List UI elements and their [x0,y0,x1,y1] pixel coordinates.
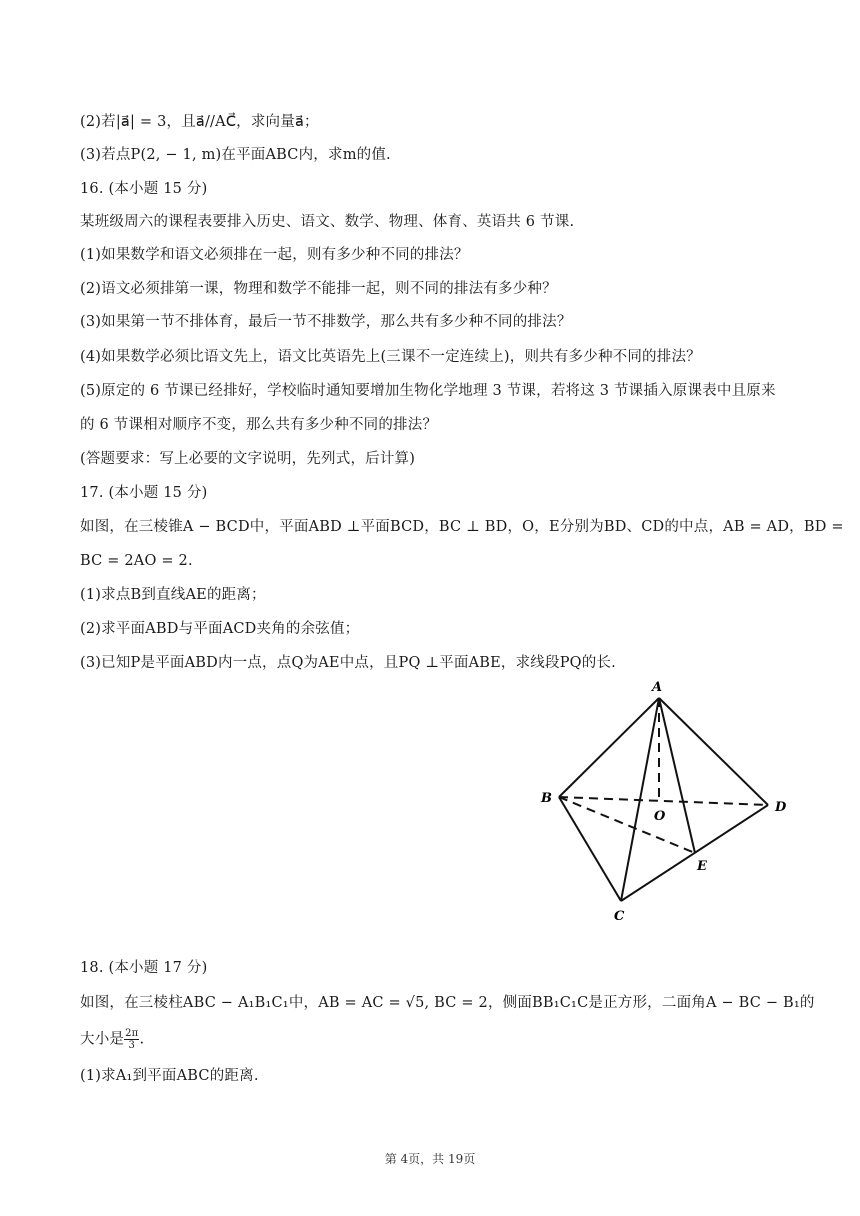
question-18-stem-cont [80,1028,144,1051]
fraction-two-pi-over-three [124,1028,139,1051]
question-16-part-4: (4)如果数学必须比语文先上，语文比英语先上(三课不一定连续上)，则共有多少种不同的排法？ [80,349,701,365]
edge-bc [559,797,621,901]
label-b: B [541,791,552,806]
tetrahedron-figure [530,676,800,926]
label-c: C [614,909,625,924]
fraction-denominator: 3 [128,1040,136,1051]
text-line-q15-2: (2)若|a⃗| = 3，且a⃗//AC⃗，求向量a⃗； [80,114,319,130]
question-16-stem: 某班级周六的课程表要排入历史、语文、数学、物理、体育、英语共 6 节课. [80,214,575,230]
edge-bd-dashed [559,797,768,805]
label-o: O [654,809,666,824]
edge-ae [659,698,695,853]
label-e: E [697,859,707,874]
edge-cd [621,805,768,901]
question-16-part-3: (3)如果第一节不排体育，最后一节不排数学，那么共有多少种不同的排法？ [80,314,572,330]
question-16-header: 16. (本小题 15 分) [80,181,208,197]
text-line-q15-3: (3)若点P(2, − 1, m)在平面ABC内，求m的值. [80,147,391,163]
question-16-requirement: (答题要求：写上必要的文字说明，先列式，后计算) [80,451,416,467]
question-16-part-2: (2)语文必须排第一课，物理和数学不能排一起，则不同的排法有多少种？ [80,281,557,297]
label-a: A [652,680,663,695]
question-17-part-2: (2)求平面ABD与平面ACD夹角的余弦值； [80,621,360,637]
question-17-header: 17. (本小题 15 分) [80,485,208,501]
page-footer: 第 4页，共 19页 [384,1152,476,1166]
question-17-stem-cont: BC = 2AO = 2. [80,553,193,569]
question-18-stem: 如图，在三棱柱ABC − A₁B₁C₁中，AB = AC = √5, BC = 2，侧面BB₁C₁C是正方形，二面角A − BC − B₁的 [80,995,815,1011]
question-18-part-1: (1)求A₁到平面ABC的距离. [80,1068,259,1084]
question-16-part-1: (1)如果数学和语文必须排在一起，则有多少种不同的排法？ [80,247,469,263]
fraction-tail: . [139,1031,145,1048]
question-16-part-5-cont: 的 6 节课相对顺序不变，那么共有多少种不同的排法？ [80,417,438,433]
question-17-part-3: (3)已知P是平面ABD内一点，点Q为AE中点，且PQ ⊥平面ABE，求线段PQ的长. [80,655,616,671]
question-17-stem: 如图，在三棱锥A − BCD中，平面ABD ⊥平面BCD，BC ⊥ BD，O，E分别为BD、CD的中点，AB = AD，BD = [80,519,844,535]
label-d: D [775,800,787,815]
angle-size-text: 大小是 [80,1031,125,1048]
question-17-part-1: (1)求点B到直线AE的距离； [80,587,266,603]
edge-be-dashed [559,797,695,853]
fraction-numerator: 2π [125,1028,139,1039]
edge-ad [659,698,768,805]
question-18-header: 18. (本小题 17 分) [80,960,208,976]
question-16-part-5: (5)原定的 6 节课已经排好，学校临时通知要增加生物化学地理 3 节课，若将这 3 节课插入原课表中且原来 [80,383,776,399]
